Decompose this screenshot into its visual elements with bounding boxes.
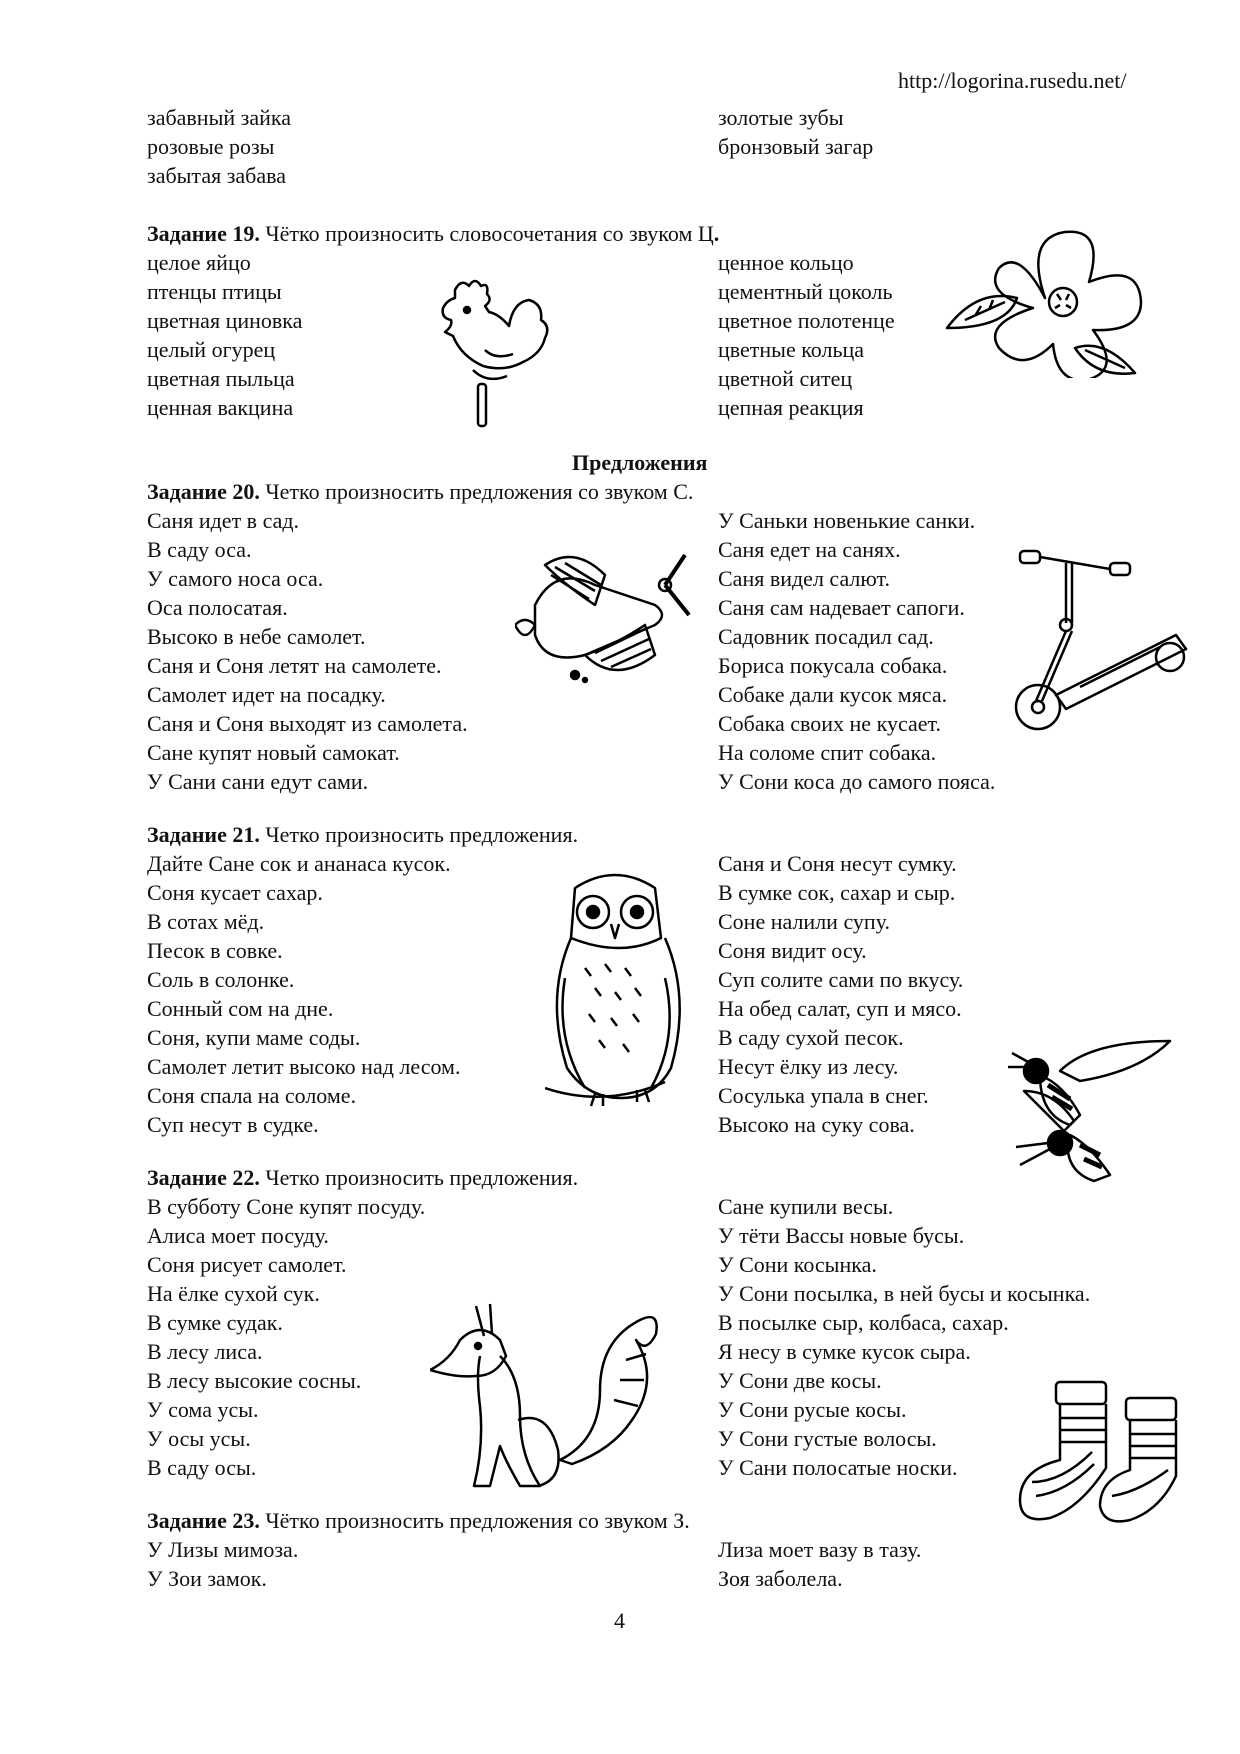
list-item: Алиса моет посуду. — [147, 1223, 329, 1248]
list-item: У Сони косынка. — [718, 1252, 877, 1277]
task19-left-column — [147, 248, 302, 422]
task22-label: Задание 22. — [147, 1165, 260, 1190]
list-item: Суп солите сами по вкусу. — [718, 967, 964, 992]
list-item: У тёти Вассы новые бусы. — [718, 1223, 965, 1248]
list-item: На ёлке сухой сук. — [147, 1281, 320, 1306]
list-item: цветная пыльца — [147, 366, 295, 391]
list-item: цепная реакция — [718, 395, 864, 420]
list-item: цветное полотенце — [718, 308, 895, 333]
list-item: Саня едет на санях. — [718, 537, 901, 562]
list-item: целый огурец — [147, 337, 276, 362]
scooter-illustration — [1010, 545, 1190, 735]
list-item: В субботу Соне купят посуду. — [147, 1194, 426, 1219]
airplane-illustration — [515, 545, 695, 685]
list-item: Саня и Соня летят на самолете. — [147, 653, 442, 678]
list-item: Саня сам надевает сапоги. — [718, 595, 965, 620]
list-item: Я несу в сумке кусок сыра. — [718, 1339, 971, 1364]
list-item: В посылке сыр, колбаса, сахар. — [718, 1310, 1009, 1335]
list-item: У сома усы. — [147, 1397, 259, 1422]
list-item: У Сони коса до самого пояса. — [718, 769, 996, 794]
list-item: В сумке сок, сахар и сыр. — [718, 880, 956, 905]
list-item: цементный цоколь — [718, 279, 893, 304]
task21-label: Задание 21. — [147, 822, 260, 847]
list-item: У Саньки новенькие санки. — [718, 508, 976, 533]
list-item: Самолет идет на посадку. — [147, 682, 386, 707]
task21-text: Четко произносить предложения. — [259, 822, 579, 847]
list-item: У осы усы. — [147, 1426, 251, 1451]
list-item: Саня и Соня несут сумку. — [718, 851, 957, 876]
list-item: У Лизы мимоза. — [147, 1537, 299, 1562]
list-item: Суп несут в судке. — [147, 1112, 319, 1137]
list-item: Зоя заболела. — [718, 1566, 843, 1591]
owl-illustration — [545, 868, 685, 1148]
list-item: Собаке дали кусок мяса. — [718, 682, 948, 707]
list-item: цветная циновка — [147, 308, 303, 333]
list-item: Лиза моет вазу в тазу. — [718, 1537, 922, 1562]
list-item: Песок в совке. — [147, 938, 283, 963]
task20-right-column — [718, 506, 995, 796]
flower-illustration — [945, 228, 1145, 378]
task19-heading — [147, 219, 719, 248]
task19-right-column — [718, 248, 895, 422]
list-item: цветной ситец — [718, 366, 853, 391]
list-item: Соня кусает сахар. — [147, 880, 323, 905]
task23-label: Задание 23. — [147, 1508, 260, 1533]
list-item: забавный зайка — [147, 105, 291, 130]
list-item: В лесу высокие сосны. — [147, 1368, 362, 1393]
list-item: Бориса покусала собака. — [718, 653, 948, 678]
section-title: Предложения — [572, 450, 708, 475]
list-item: У Сони посылка, в ней бусы и косынка. — [718, 1281, 1091, 1306]
list-item: В лесу лиса. — [147, 1339, 263, 1364]
list-item: У Зои замок. — [147, 1566, 267, 1591]
list-item: Высоко в небе самолет. — [147, 624, 366, 649]
list-item: У самого носа оса. — [147, 566, 324, 591]
list-item: На соломе спит собака. — [718, 740, 937, 765]
list-item: У Сани полосатые носки. — [718, 1455, 958, 1480]
list-item: На обед салат, суп и мясо. — [718, 996, 962, 1021]
wasps-illustration — [1000, 1035, 1180, 1185]
task20-label: Задание 20. — [147, 479, 260, 504]
list-item: золотые зубы — [718, 105, 844, 130]
list-item: Соня видит осу. — [718, 938, 867, 963]
list-item: Оса полосатая. — [147, 595, 288, 620]
list-item: В сотах мёд. — [147, 909, 265, 934]
list-item: ценное кольцо — [718, 250, 854, 275]
list-item: Саня идет в сад. — [147, 508, 300, 533]
task23-text: Чётко произносить предложения со звуком З. — [259, 1508, 690, 1533]
task22-left-column — [147, 1192, 425, 1482]
list-item: В саду оса. — [147, 537, 252, 562]
fox-illustration — [430, 1300, 660, 1500]
header-url: http://logorina.rusedu.net/ — [898, 68, 1127, 93]
intro-left-column — [147, 103, 291, 190]
task21-left-column — [147, 849, 460, 1139]
list-item: Садовник посадил сад. — [718, 624, 934, 649]
socks-illustration — [1018, 1378, 1188, 1528]
list-item: цветные кольца — [718, 337, 865, 362]
list-item: В саду осы. — [147, 1455, 257, 1480]
task20-text: Четко произносить предложения со звуком С. — [259, 479, 694, 504]
task20-left-column — [147, 506, 468, 796]
list-item: птенцы птицы — [147, 279, 282, 304]
list-item: Собака своих не кусает. — [718, 711, 941, 736]
task22-heading — [147, 1163, 578, 1192]
intro-right-column — [718, 103, 873, 161]
list-item: Соль в солонке. — [147, 967, 295, 992]
list-item: забытая забава — [147, 163, 286, 188]
task23-right-column — [718, 1535, 921, 1593]
list-item: У Сони густые волосы. — [718, 1426, 937, 1451]
list-item: В сумке судак. — [147, 1310, 283, 1335]
list-item: Сане купят новый самокат. — [147, 740, 400, 765]
list-item: Сосулька упала в снег. — [718, 1083, 929, 1108]
rooster-lollipop-illustration — [425, 270, 555, 430]
task23-left-column — [147, 1535, 298, 1593]
list-item: Самолет летит высоко над лесом. — [147, 1054, 461, 1079]
list-item: целое яйцо — [147, 250, 251, 275]
task19-text: Чётко произносить словосочетания со звуком Ц — [259, 221, 714, 246]
list-item: Высоко на суку сова. — [718, 1112, 915, 1137]
list-item: Дайте Сане сок и ананаса кусок. — [147, 851, 451, 876]
page-number: 4 — [614, 1608, 625, 1633]
list-item: Соня, купи маме соды. — [147, 1025, 361, 1050]
list-item: бронзовый загар — [718, 134, 874, 159]
list-item: Сане купили весы. — [718, 1194, 894, 1219]
list-item: Соня рисует самолет. — [147, 1252, 347, 1277]
list-item: Несут ёлку из лесу. — [718, 1054, 899, 1079]
list-item: В саду сухой песок. — [718, 1025, 904, 1050]
task22-text: Четко произносить предложения. — [259, 1165, 579, 1190]
list-item: Саня видел салют. — [718, 566, 891, 591]
list-item: У Сони две косы. — [718, 1368, 882, 1393]
list-item: Сонный сом на дне. — [147, 996, 334, 1021]
list-item: розовые розы — [147, 134, 275, 159]
task21-heading — [147, 820, 578, 849]
task19-label: Задание 19. — [147, 221, 260, 246]
list-item: Соня спала на соломе. — [147, 1083, 357, 1108]
task23-heading — [147, 1506, 690, 1535]
list-item: У Сони русые косы. — [718, 1397, 907, 1422]
list-item: У Сани сани едут сами. — [147, 769, 369, 794]
list-item: ценная вакцина — [147, 395, 294, 420]
list-item: Саня и Соня выходят из самолета. — [147, 711, 468, 736]
task21-right-column — [718, 849, 963, 1139]
task20-heading — [147, 477, 693, 506]
list-item: Соне налили супу. — [718, 909, 890, 934]
task19-tail: . — [713, 221, 720, 246]
